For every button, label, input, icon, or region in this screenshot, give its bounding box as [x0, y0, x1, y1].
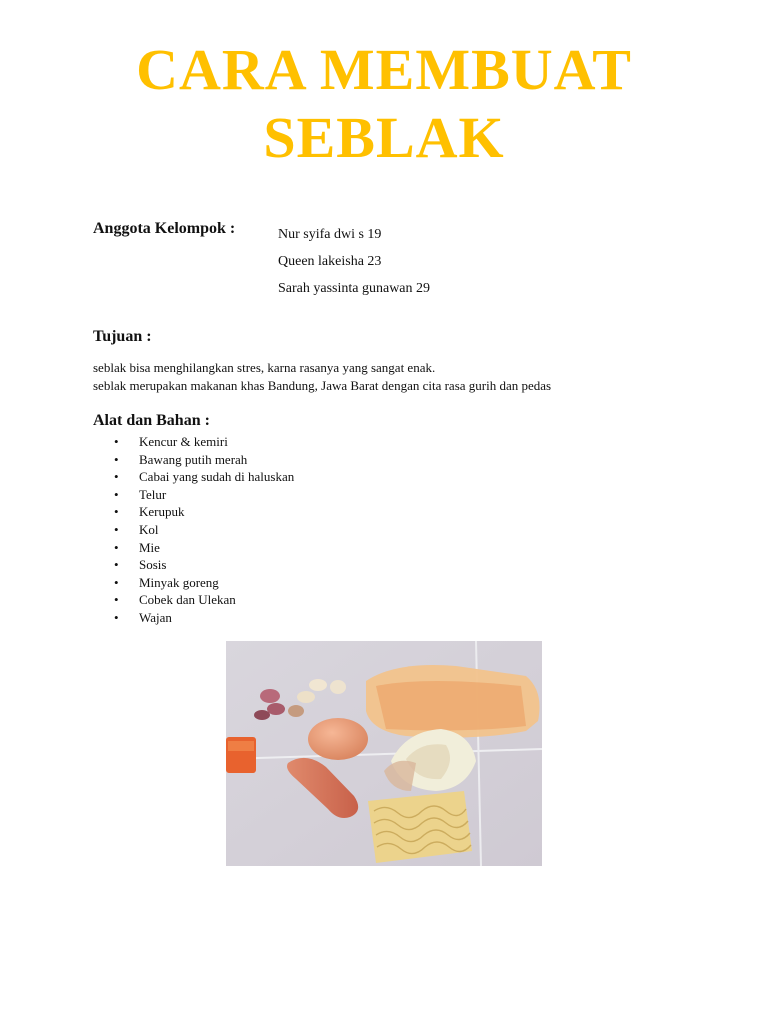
list-item: • Wajan	[114, 609, 294, 627]
purpose-line: seblak bisa menghilangkan stres, karna rasanya yang sangat enak.	[93, 360, 436, 375]
materials-heading: Alat dan Bahan :	[93, 412, 210, 429]
ingredients-photo	[226, 641, 542, 866]
purpose-heading: Tujuan :	[93, 328, 152, 345]
member-name: Queen lakeisha 23	[278, 254, 382, 269]
member-name: Sarah yassinta gunawan 29	[278, 281, 431, 296]
list-item: • Cabai yang sudah di haluskan	[114, 468, 294, 486]
list-item: • Mie	[114, 539, 294, 557]
members-label: Anggota Kelompok :	[93, 220, 236, 237]
list-item: • Kencur & kemiri	[114, 433, 294, 451]
list-item: • Sosis	[114, 556, 294, 574]
member-name: Nur syifa dwi s 19	[278, 227, 382, 242]
members-list	[278, 221, 430, 302]
title-line-2: SEBLAK	[263, 105, 505, 170]
list-item: • Telur	[114, 486, 294, 504]
list-item: • Cobek dan Ulekan	[114, 591, 294, 609]
list-item: • Kol	[114, 521, 294, 539]
materials-list	[114, 433, 294, 627]
list-item: • Bawang putih merah	[114, 451, 294, 469]
document-title	[0, 36, 768, 172]
purpose-line: seblak merupakan makanan khas Bandung, Jawa Barat dengan cita rasa gurih dan pedas	[93, 377, 552, 393]
list-item: • Kerupuk	[114, 503, 294, 521]
purpose-text	[93, 359, 551, 394]
title-line-1: CARA MEMBUAT	[136, 37, 632, 102]
list-item: • Minyak goreng	[114, 574, 294, 592]
